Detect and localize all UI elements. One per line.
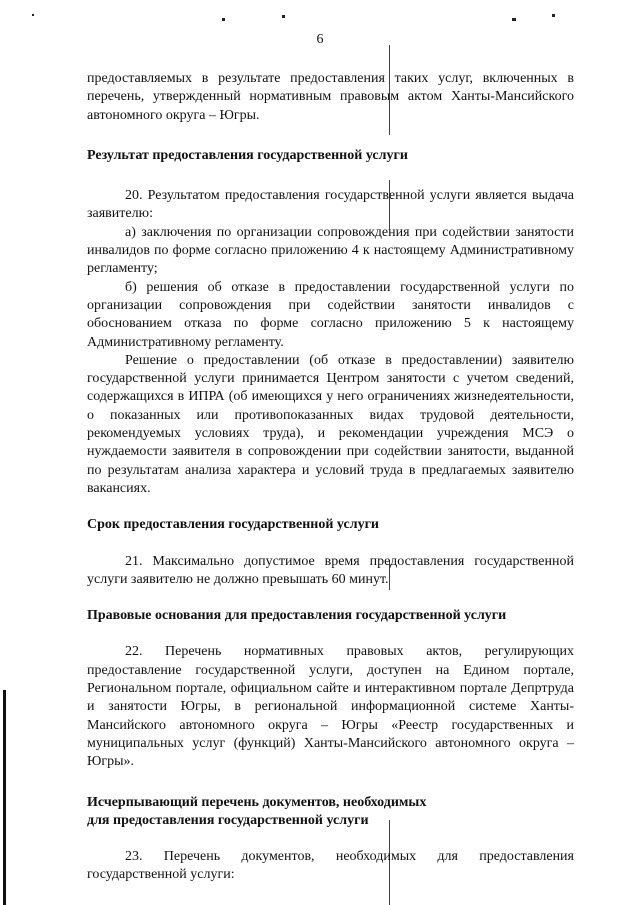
section-heading-result: Результат предоставления государственной услуги xyxy=(87,147,408,163)
intro-paragraph: предоставляемых в результате предоставления таких услуг, включенных в перечень, утвержденный нормативным правовым актом Ханты-Мансийского автономного округа – Югры. xyxy=(87,71,574,123)
scan-mark xyxy=(282,15,285,18)
scan-mark xyxy=(552,14,555,17)
paragraph-20a: а) заключения по организации сопровождения при содействии занятости инвалидов по форме согласно приложению 4 к настоящему Административному регламенту; xyxy=(87,224,574,277)
document-body xyxy=(87,70,574,885)
page-number: 6 xyxy=(316,32,324,47)
section-heading-legal: Правовые основания для предоставления государственной услуги xyxy=(87,608,507,624)
paragraph-20: 20. Результатом предоставления государственной услуги является выдача заявителю: xyxy=(87,188,574,222)
section-heading-documents-line1: Исчерпывающий перечень документов, необходимых xyxy=(87,794,427,810)
section-heading-term: Срок предоставления государственной услуги xyxy=(87,517,379,533)
scan-mark xyxy=(512,18,516,21)
scan-mark xyxy=(32,14,34,16)
paragraph-21: 21. Максимально допустимое время предоставления государственной услуги заявителю не должно превышать 60 минут. xyxy=(87,553,574,587)
section-heading-documents-line2: для предоставления государственной услуги xyxy=(87,812,369,828)
paragraph-decision: Решение о предоставлении (об отказе в предоставлении) заявителю государственной услуги принимается Центром занятости с учетом сведений, содержащихся в ИПРА (об имеющихся у него ограничениях жизнедеятельности, о показанных или противопоказанных видах трудовой деятельности, рекомендуемых условиях труда), и рекомендации учреждения МСЭ о нуждаемости заявителя в сопровождении при содействии занятости, выданной по результатам анализа характера и условий труда в предлагаемых заявителю вакансиях. xyxy=(87,352,574,496)
paragraph-22: 22. Перечень нормативных правовых актов, регулирующих предоставление государственной услуги, доступен на Едином портале, Региональном портале, официальном сайте и интерактивном портале Депртруда и занятости Югры, в региональной информационной системе Ханты-Мансийского автономного округа – Югры «Реестр государственных и муниципальных услуг (функций) Ханты-Мансийского автономного округа – Югры». xyxy=(87,644,574,770)
paragraph-23: 23. Перечень документов, необходимых для предоставления государственной услуги: xyxy=(87,849,574,883)
scan-edge xyxy=(3,690,6,905)
paragraph-20b: б) решения об отказе в предоставлении государственной услуги по организации сопровождения при содействии занятости инвалидов с обоснованием отказа по форме согласно приложению 5 к настоящему Административному регламенту. xyxy=(87,279,574,350)
scan-mark xyxy=(222,18,225,21)
